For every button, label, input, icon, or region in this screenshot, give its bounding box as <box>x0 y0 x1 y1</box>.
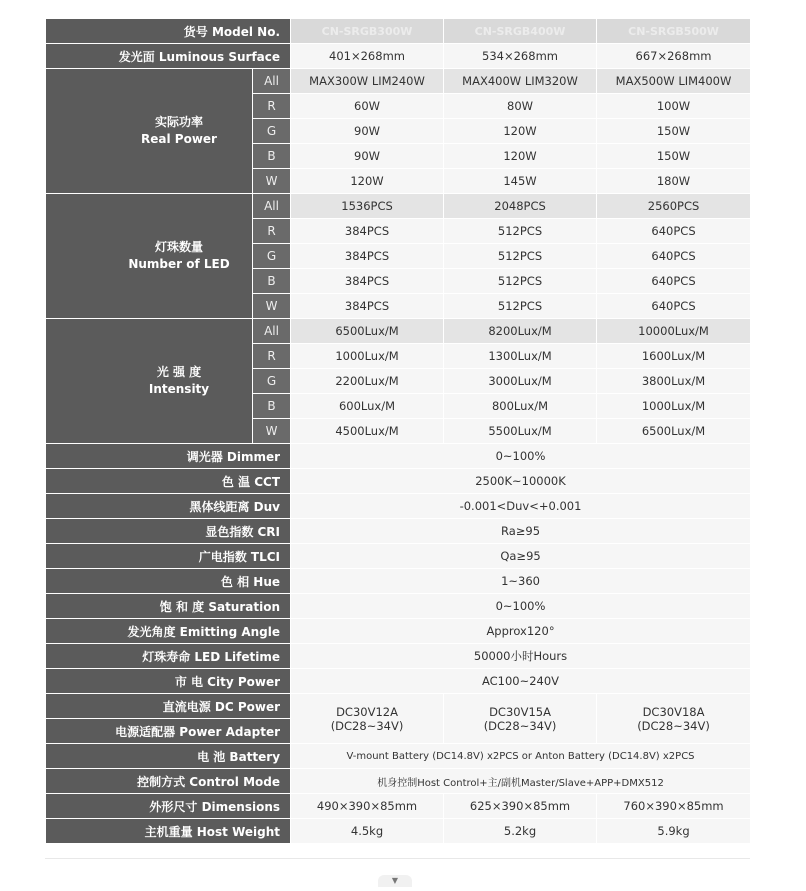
intensity-value: 1600Lux/M <box>597 344 751 369</box>
intensity-label-cn: 光 强 度 <box>156 365 202 379</box>
led-value: 2560PCS <box>597 194 751 219</box>
channel-label: R <box>253 344 291 369</box>
led-value: 512PCS <box>444 244 597 269</box>
led-label-cn: 灯珠数量 <box>154 240 203 254</box>
spec-value: AC100~240V <box>291 669 751 694</box>
model-300w: CN-SRGB300W <box>291 19 444 44</box>
weight-label: 主机重量 Host Weight <box>46 819 291 844</box>
dc-power-label: 直流电源 DC Power <box>46 694 291 719</box>
spec-label: 发光角度 Emitting Angle <box>46 619 291 644</box>
intensity-group-label <box>46 319 253 444</box>
power-value: MAX400W LIM320W <box>444 69 597 94</box>
row-duv <box>46 494 751 519</box>
chevron-down-icon: ▼ <box>391 876 399 885</box>
channel-label: G <box>253 369 291 394</box>
spec-label: 色 相 Hue <box>46 569 291 594</box>
power-value: 150W <box>597 144 751 169</box>
power-value: 90W <box>291 119 444 144</box>
spec-label: 调光器 Dimmer <box>46 444 291 469</box>
spec-value: 1~360 <box>291 569 751 594</box>
spec-value: 0~100% <box>291 444 751 469</box>
spec-value: 0~100% <box>291 594 751 619</box>
intensity-value: 10000Lux/M <box>597 319 751 344</box>
row-tlci <box>46 544 751 569</box>
surface-value: 401×268mm <box>291 44 444 69</box>
channel-label: All <box>253 69 291 94</box>
spec-label: 色 温 CCT <box>46 469 291 494</box>
channel-label: W <box>253 294 291 319</box>
surface-label: 发光面 Luminous Surface <box>46 44 291 69</box>
led-value: 384PCS <box>291 244 444 269</box>
led-value: 640PCS <box>597 294 751 319</box>
model-label: 货号 Model No. <box>46 19 291 44</box>
power-value: 145W <box>444 169 597 194</box>
battery-label: 电 池 Battery <box>46 744 291 769</box>
row-city-power <box>46 669 751 694</box>
led-value: 512PCS <box>444 294 597 319</box>
dimensions-value: 490×390×85mm <box>291 794 444 819</box>
power-value: 120W <box>291 169 444 194</box>
surface-value: 667×268mm <box>597 44 751 69</box>
model-500w: CN-SRGB500W <box>597 19 751 44</box>
row-dc-power <box>46 694 751 719</box>
dc-value <box>597 694 751 744</box>
intensity-value: 6500Lux/M <box>291 319 444 344</box>
channel-label: G <box>253 119 291 144</box>
row-intensity-all <box>46 319 751 344</box>
spec-label: 显色指数 CRI <box>46 519 291 544</box>
led-value: 384PCS <box>291 269 444 294</box>
row-led-all <box>46 194 751 219</box>
row-model <box>46 19 751 44</box>
spec-value: -0.001<Duv<+0.001 <box>291 494 751 519</box>
power-value: 100W <box>597 94 751 119</box>
channel-label: W <box>253 169 291 194</box>
power-adapter-label: 电源适配器 Power Adapter <box>46 719 291 744</box>
led-value: 640PCS <box>597 244 751 269</box>
dc-value <box>444 694 597 744</box>
power-value: 80W <box>444 94 597 119</box>
spec-table <box>45 18 751 844</box>
row-dimmer <box>46 444 751 469</box>
dc-value-300w: DC30V12A (DC28~34V) <box>330 704 404 733</box>
power-group-label <box>46 69 253 194</box>
channel-label: R <box>253 219 291 244</box>
row-dimensions <box>46 794 751 819</box>
led-value: 512PCS <box>444 269 597 294</box>
row-led-lifetime <box>46 644 751 669</box>
intensity-value: 3800Lux/M <box>597 369 751 394</box>
weight-value: 5.9kg <box>597 819 751 844</box>
surface-value: 534×268mm <box>444 44 597 69</box>
row-control-mode <box>46 769 751 794</box>
intensity-label-en: Intensity <box>148 382 210 396</box>
led-value: 640PCS <box>597 269 751 294</box>
intensity-value: 3000Lux/M <box>444 369 597 394</box>
led-value: 1536PCS <box>291 194 444 219</box>
spec-value: 50000小时Hours <box>291 644 751 669</box>
spec-label: 黑体线距离 Duv <box>46 494 291 519</box>
power-label-cn: 实际功率 <box>154 115 203 129</box>
dc-value <box>291 694 444 744</box>
power-value: MAX300W LIM240W <box>291 69 444 94</box>
divider <box>45 858 750 859</box>
channel-label: All <box>253 194 291 219</box>
intensity-value: 600Lux/M <box>291 394 444 419</box>
channel-label: B <box>253 269 291 294</box>
spec-label: 饱 和 度 Saturation <box>46 594 291 619</box>
channel-label: All <box>253 319 291 344</box>
power-value: 150W <box>597 119 751 144</box>
scroll-down-button[interactable] <box>378 875 412 887</box>
row-cct <box>46 469 751 494</box>
led-group-label <box>46 194 253 319</box>
led-value: 2048PCS <box>444 194 597 219</box>
dimensions-label: 外形尺寸 Dimensions <box>46 794 291 819</box>
dc-value-500w: DC30V18A (DC28~34V) <box>637 704 710 733</box>
row-battery <box>46 744 751 769</box>
channel-label: G <box>253 244 291 269</box>
model-400w: CN-SRGB400W <box>444 19 597 44</box>
intensity-value: 4500Lux/M <box>291 419 444 444</box>
row-power-all <box>46 69 751 94</box>
row-emitting-angle <box>46 619 751 644</box>
led-value: 640PCS <box>597 219 751 244</box>
row-surface <box>46 44 751 69</box>
intensity-value: 1300Lux/M <box>444 344 597 369</box>
channel-label: B <box>253 394 291 419</box>
power-value: 120W <box>444 119 597 144</box>
power-value: MAX500W LIM400W <box>597 69 751 94</box>
spec-label: 广电指数 TLCI <box>46 544 291 569</box>
spec-value: 2500K~10000K <box>291 469 751 494</box>
row-saturation <box>46 594 751 619</box>
power-value: 90W <box>291 144 444 169</box>
battery-value: V-mount Battery (DC14.8V) x2PCS or Anton Battery (DC14.8V) x2PCS <box>291 744 751 769</box>
led-label-en: Number of LED <box>128 257 230 271</box>
channel-label: W <box>253 419 291 444</box>
spec-value: Approx120° <box>291 619 751 644</box>
led-value: 384PCS <box>291 219 444 244</box>
intensity-value: 2200Lux/M <box>291 369 444 394</box>
intensity-value: 1000Lux/M <box>597 394 751 419</box>
intensity-value: 1000Lux/M <box>291 344 444 369</box>
spec-label: 灯珠寿命 LED Lifetime <box>46 644 291 669</box>
weight-value: 5.2kg <box>444 819 597 844</box>
spec-label: 市 电 City Power <box>46 669 291 694</box>
spec-value: Qa≥95 <box>291 544 751 569</box>
intensity-value: 800Lux/M <box>444 394 597 419</box>
intensity-value: 6500Lux/M <box>597 419 751 444</box>
row-cri <box>46 519 751 544</box>
dc-value-400w: DC30V15A (DC28~34V) <box>483 704 557 733</box>
intensity-value: 8200Lux/M <box>444 319 597 344</box>
dimensions-value: 760×390×85mm <box>597 794 751 819</box>
row-hue <box>46 569 751 594</box>
row-weight <box>46 819 751 844</box>
power-value: 120W <box>444 144 597 169</box>
intensity-value: 5500Lux/M <box>444 419 597 444</box>
power-label-en: Real Power <box>141 132 217 146</box>
channel-label: B <box>253 144 291 169</box>
led-value: 384PCS <box>291 294 444 319</box>
control-value: 机身控制Host Control+主/副机Master/Slave+APP+DMX512 <box>291 769 751 794</box>
power-value: 180W <box>597 169 751 194</box>
spec-value: Ra≥95 <box>291 519 751 544</box>
power-value: 60W <box>291 94 444 119</box>
dimensions-value: 625×390×85mm <box>444 794 597 819</box>
weight-value: 4.5kg <box>291 819 444 844</box>
channel-label: R <box>253 94 291 119</box>
control-label: 控制方式 Control Mode <box>46 769 291 794</box>
led-value: 512PCS <box>444 219 597 244</box>
